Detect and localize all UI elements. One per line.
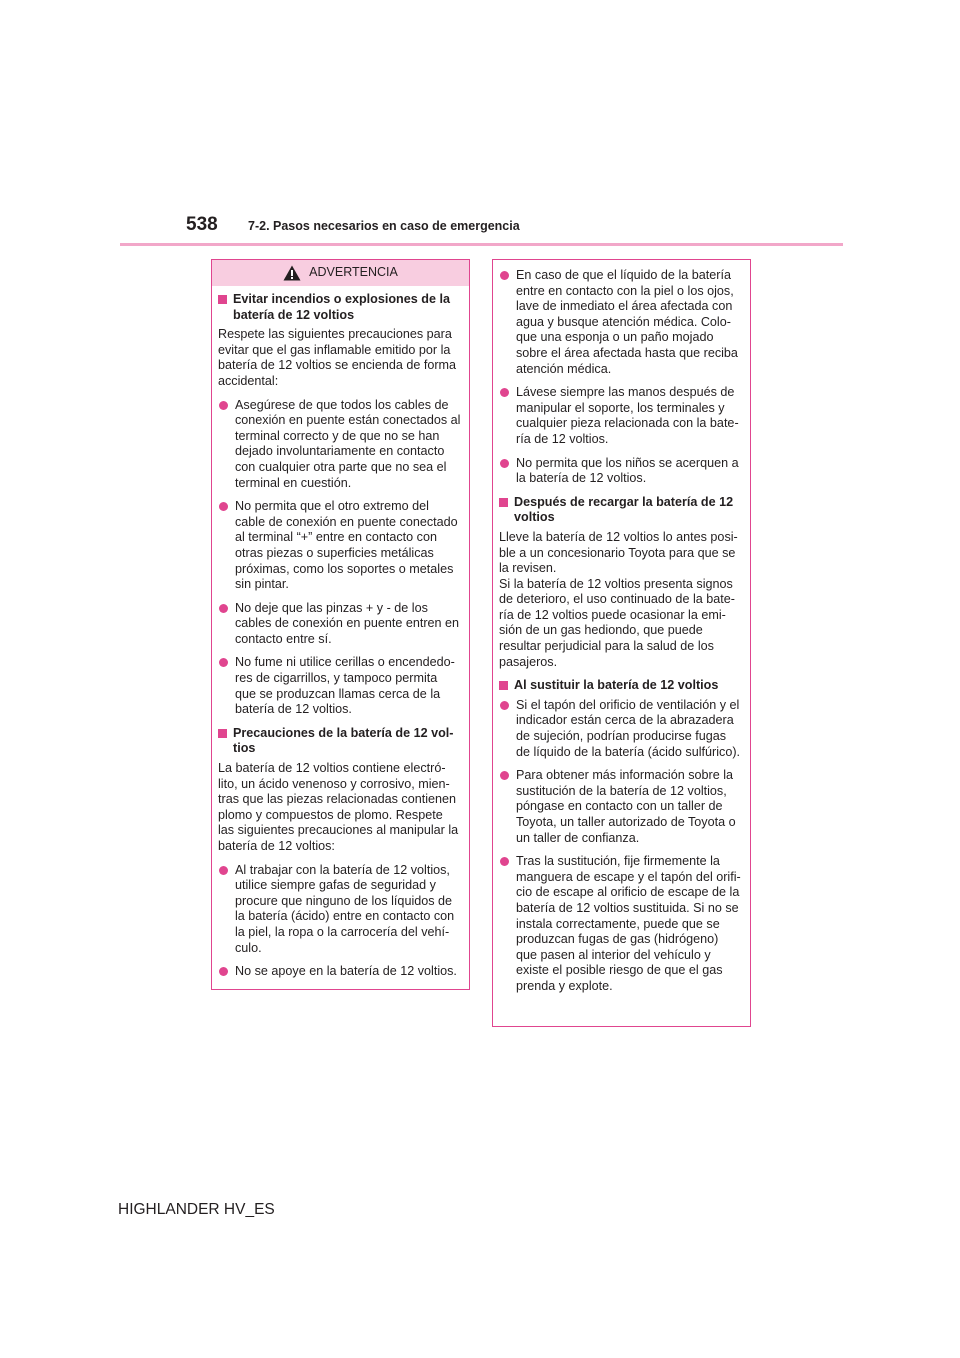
warning-header xyxy=(212,260,469,286)
heading-battery-replacement xyxy=(499,678,742,694)
list-item xyxy=(499,268,742,377)
list-item-text: Lávese siempre las manos después de manipular el soporte, los terminales y cualquier pieza relacionada con la bate-ría de 12 voltios. xyxy=(516,385,739,446)
list-item xyxy=(218,863,461,957)
section-title: 7-2. Pasos necesarios en caso de emergencia xyxy=(248,219,520,233)
paragraph: Respete las siguientes precauciones para evitar que el gas inflamable emitido por la batería de 12 voltios se encienda de forma accidental: xyxy=(218,327,457,388)
circle-bullet-icon xyxy=(500,388,509,397)
list-item-text: Al trabajar con la batería de 12 voltios, utilice siempre gafas de seguridad y procure que ninguno de los líquidos de la batería (ácido) entre en contacto con la piel, la ropa o la carrocería del vehí-culo. xyxy=(235,862,455,955)
list-item xyxy=(499,768,742,846)
square-bullet-icon xyxy=(499,681,508,690)
header-rule xyxy=(120,243,843,246)
list-item-text: No fume ni utilice cerillas o encendedo-res de cigarrillos, y tampoco permita que se produzcan llamas cerca de la batería de 12 voltios. xyxy=(235,655,455,717)
circle-bullet-icon xyxy=(219,658,228,667)
list-item xyxy=(499,854,742,994)
circle-bullet-icon xyxy=(219,866,228,875)
list-item-text: Para obtener más información sobre la sustitución de la batería de 12 voltios, póngase en contacto con un taller de Toyota, un taller autorizado de Toyota o un taller de confianza. xyxy=(516,768,736,845)
heading-battery-precautions xyxy=(218,726,461,757)
circle-bullet-icon xyxy=(500,459,509,468)
warning-triangle-icon xyxy=(283,265,301,281)
list-item xyxy=(218,601,461,648)
warning-box-left xyxy=(211,259,470,990)
list-item-text: Si el tapón del orificio de ventilación y el indicador están cerca de la abrazadera de sujeción, podrían producirse fugas de líquido de la batería (ácido sulfúrico). xyxy=(516,697,741,759)
paragraph: Lleve la batería de 12 voltios lo antes posi-ble a un concesionario Toyota para que se la revisen. xyxy=(499,529,738,576)
heading-text: Evitar incendios o explosiones de la batería de 12 voltios xyxy=(233,292,450,322)
footer-model: HIGHLANDER HV_ES xyxy=(118,1201,275,1218)
list-item xyxy=(499,456,742,487)
warning-box-right xyxy=(492,259,751,1027)
list-item-text: No deje que las pinzas + y - de los cables de conexión en puente entren en contacto entre sí. xyxy=(235,600,460,646)
list-item-text: En caso de que el líquido de la batería entre en contacto con la piel o los ojos, lave de inmediato el área afectada con agua y busque atención médica. Colo-que una esponja o un paño mojado sobre el área afectada hasta que reciba atención médica. xyxy=(516,268,738,376)
warning-title: ADVERTENCIA xyxy=(309,265,398,280)
heading-text: Precauciones de la batería de 12 vol-tios xyxy=(233,725,454,756)
paragraph: Si la batería de 12 voltios presenta signos de deterioro, el uso continuado de la bate-ría de 12 voltios puede ocasionar la emi-sión de un gas hediondo, que puede resultar perjudicial para la salud de los pasajeros. xyxy=(499,576,735,669)
circle-bullet-icon xyxy=(219,604,228,613)
circle-bullet-icon xyxy=(500,857,509,866)
heading-text: Después de recargar la batería de 12 voltios xyxy=(514,494,734,525)
heading-text: Al sustituir la batería de 12 voltios xyxy=(514,678,719,693)
list-item xyxy=(218,499,461,593)
heading-after-recharge xyxy=(499,495,742,526)
list-item xyxy=(499,385,742,447)
list-item xyxy=(218,964,461,980)
circle-bullet-icon xyxy=(500,701,509,710)
list-item-text: No permita que el otro extremo del cable de conexión en puente conectado al terminal “+” entre en contacto con otras piezas o superficies metálicas próximas, como los soportes o metales sin pintar. xyxy=(235,499,458,592)
page-number: 538 xyxy=(186,214,218,235)
square-bullet-icon xyxy=(499,498,508,507)
square-bullet-icon xyxy=(218,729,227,738)
square-bullet-icon xyxy=(218,295,227,304)
circle-bullet-icon xyxy=(500,771,509,780)
list-item-text: No se apoye en la batería de 12 voltios. xyxy=(235,964,457,979)
circle-bullet-icon xyxy=(500,271,509,280)
list-item-text: No permita que los niños se acerquen a la batería de 12 voltios. xyxy=(516,455,739,486)
list-item xyxy=(499,698,742,760)
list-item-text: Asegúrese de que todos los cables de conexión en puente están conectados al terminal correcto y de que no se han dejado involuntariamente en contacto con cualquier otra parte que no sea el terminal en cuestión. xyxy=(235,397,461,490)
circle-bullet-icon xyxy=(219,502,228,511)
circle-bullet-icon xyxy=(219,967,228,976)
list-item xyxy=(218,655,461,717)
paragraph: La batería de 12 voltios contiene electró-lito, un ácido venenoso y corrosivo, mien-tras que las piezas relacionadas contienen plomo y compuestos de plomo. Respete las siguientes precauciones al manipular la batería de 12 voltios: xyxy=(218,761,459,853)
list-item-text: Tras la sustitución, fije firmemente la manguera de escape y el tapón del orifi-cio de escape al orificio de escape de la batería de 12 voltios sustituida. Si no se instala correctamente, puede que se produzcan fugas de gas (hidrógeno) que pasen al interior del vehículo y existe el posible riesgo de que el gas prenda y explote. xyxy=(516,854,741,993)
heading-fire-prevention xyxy=(218,292,461,323)
list-item xyxy=(218,398,461,492)
circle-bullet-icon xyxy=(219,401,228,410)
